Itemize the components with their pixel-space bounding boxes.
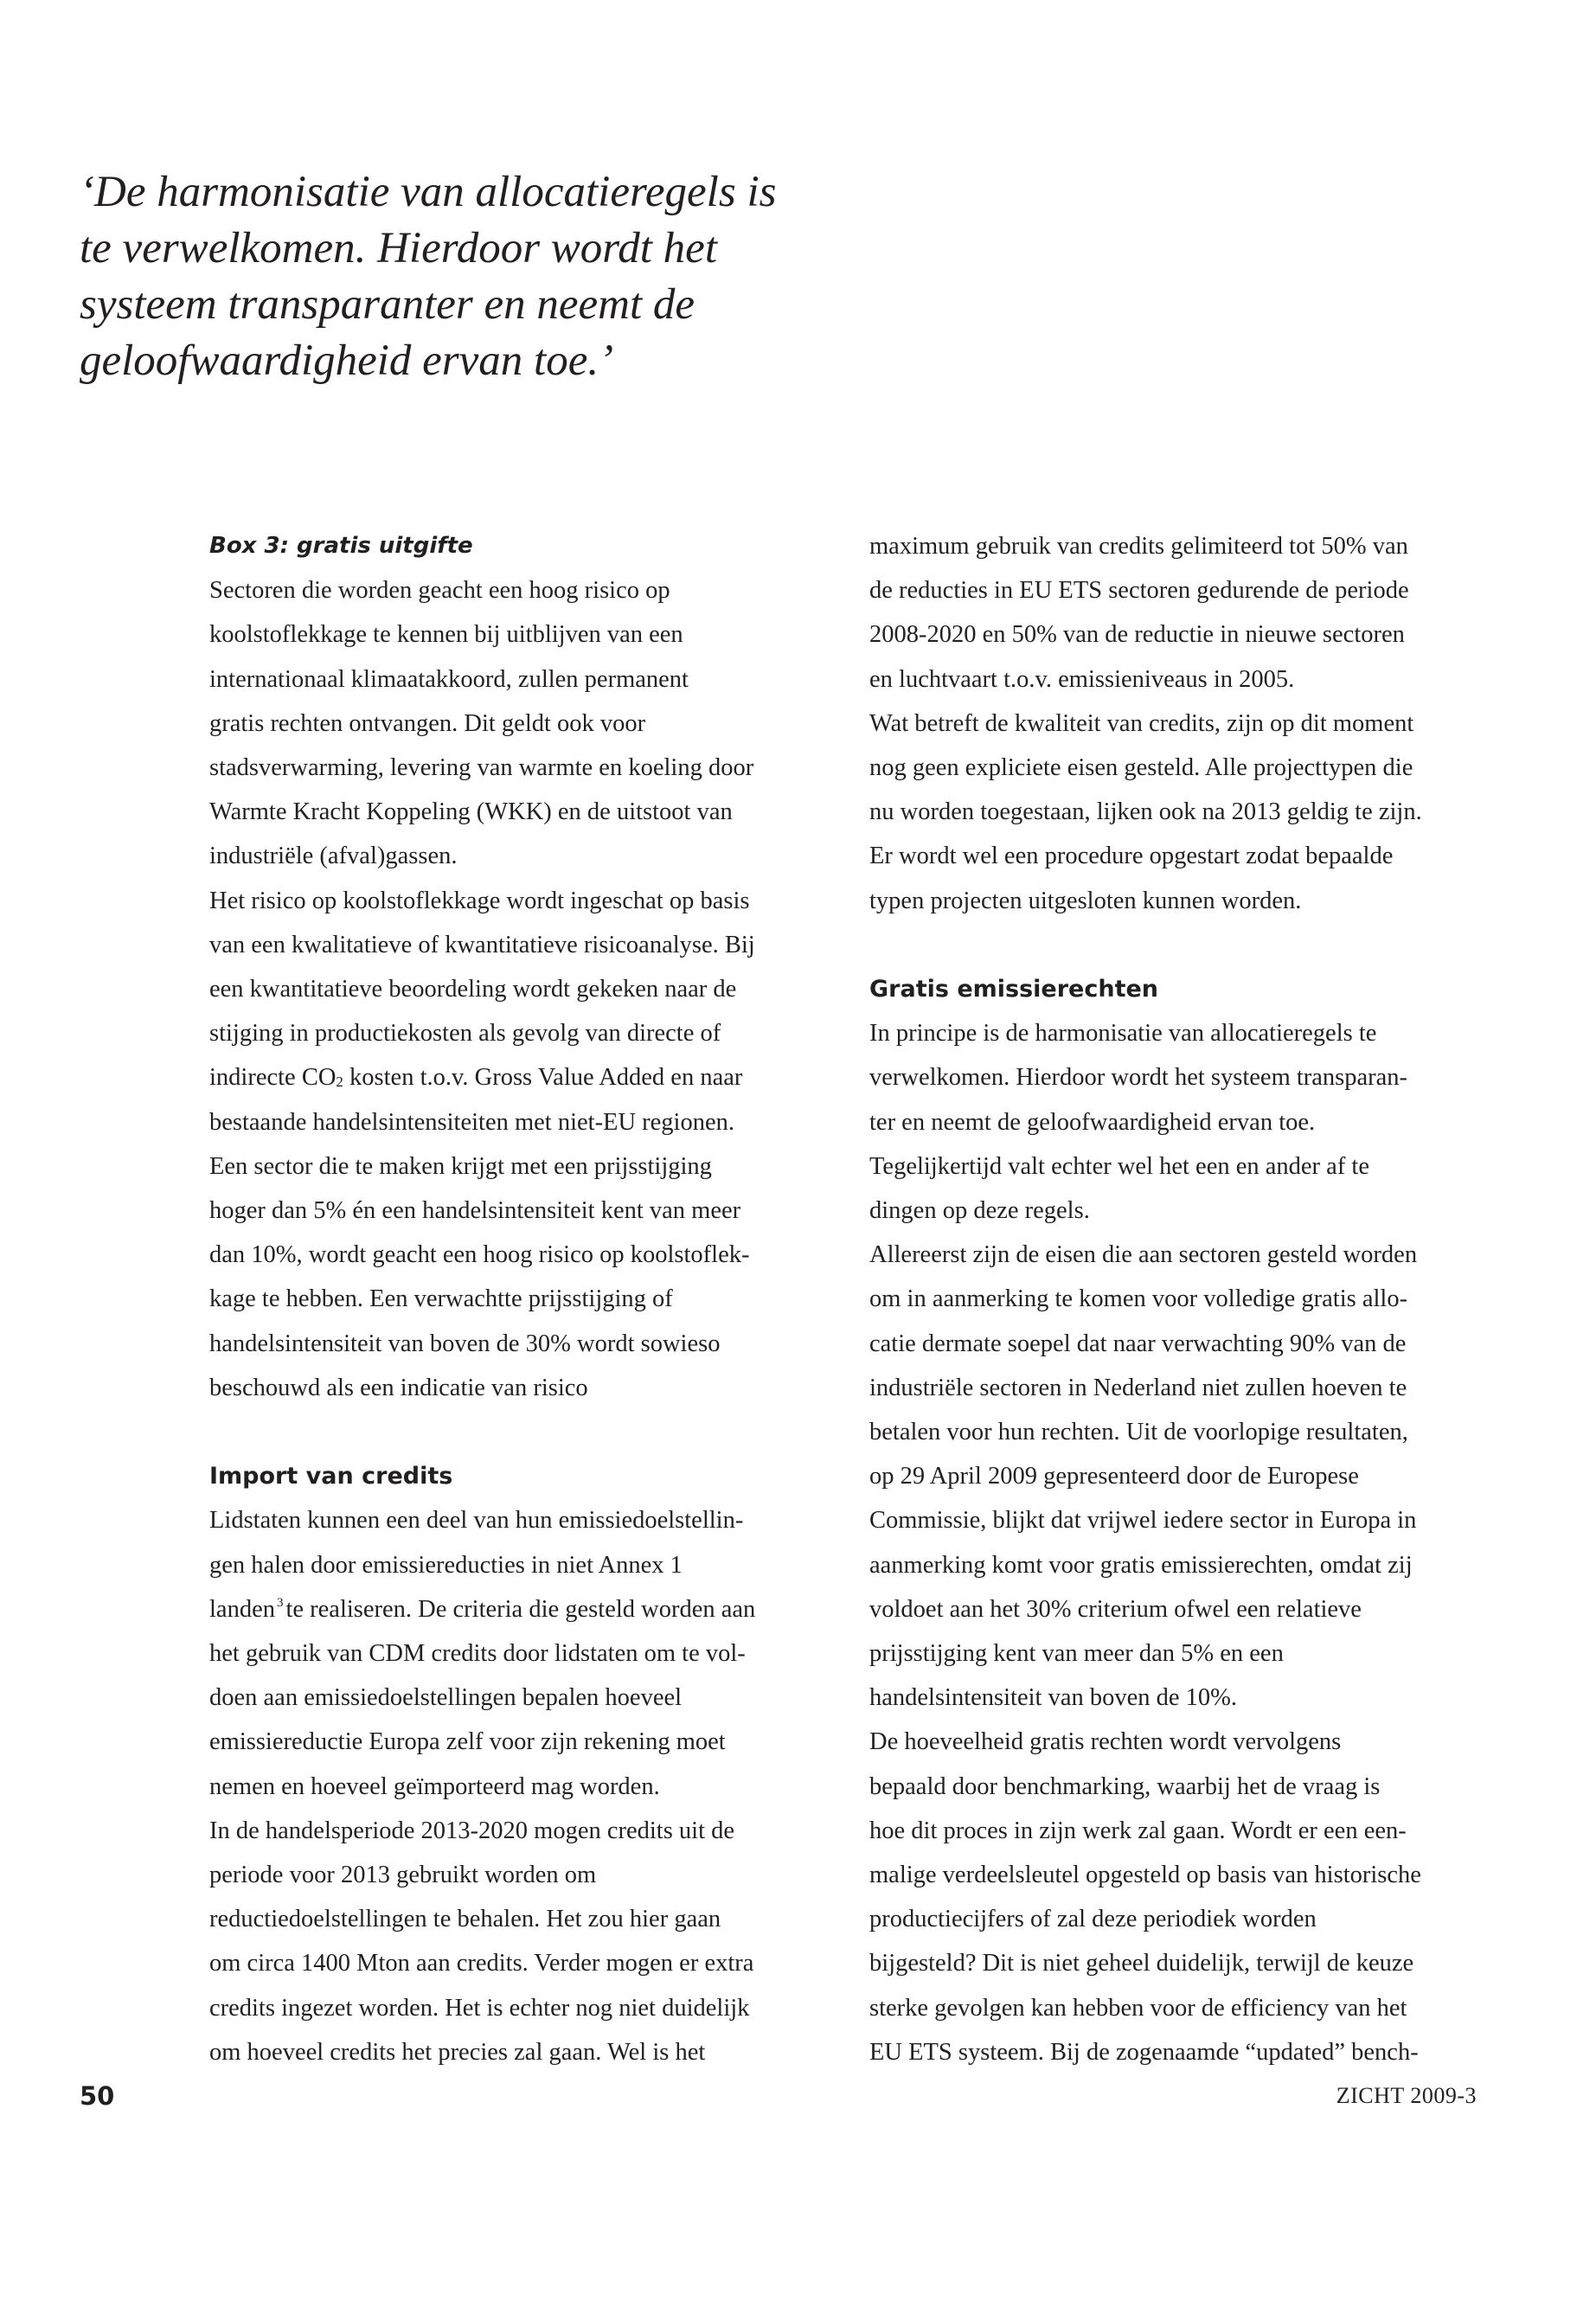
text-line: productiecijfers of zal deze periodiek worden: [869, 1906, 1317, 1933]
text-line: koolstoflekkage te kennen bij uitblijven van een: [209, 621, 683, 649]
text-line: de reducties in EU ETS sectoren gedurende de periode: [869, 577, 1409, 605]
text-line: Tegelijkertijd valt echter wel het een en ander af te: [869, 1152, 1370, 1180]
annex-before: landen: [209, 1595, 275, 1623]
annex-after: te realiseren. De criteria die gesteld worden aan: [285, 1595, 756, 1623]
text-line: Warmte Kracht Koppeling (WKK) en de uitstoot van: [209, 798, 733, 826]
pull-quote-line: ‘De harmonisatie van allocatieregels is: [80, 168, 777, 216]
text-line: gen halen door emissiereducties in niet Annex 1: [209, 1551, 683, 1579]
text-line: nog geen expliciete eisen gesteld. Alle projecttypen die: [869, 754, 1413, 782]
text-line-co2: [209, 1055, 806, 1099]
text-line: dingen op deze regels.: [869, 1197, 1090, 1225]
text-line: hoe dit proces in zijn werk zal gaan. Wordt er een een-: [869, 1817, 1407, 1844]
text-line: op 29 April 2009 gepresenteerd door de Europese: [869, 1463, 1359, 1490]
text-line: doen aan emissiedoelstellingen bepalen hoeveel: [209, 1684, 683, 1712]
journal-issue: ZICHT 2009-3: [1336, 2083, 1477, 2108]
text-line: en luchtvaart t.o.v. emissieniveaus in 2005.: [869, 665, 1295, 693]
text-line: In principe is de harmonisatie van allocatieregels te: [869, 1020, 1377, 1048]
text-line: van een kwalitatieve of kwantitatieve risicoanalyse. Bij: [209, 931, 755, 958]
text-line: handelsintensiteit van boven de 30% wordt sowieso: [209, 1330, 721, 1357]
text-line: Allereerst zijn de eisen die aan sectoren gesteld worden: [869, 1241, 1418, 1269]
text-line: catie dermate soepel dat naar verwachting 90% van de: [869, 1330, 1407, 1357]
text-line: Sectoren die worden geacht een hoog risico op: [209, 577, 670, 605]
text-line: een kwantitatieve beoordeling wordt gekeken naar de: [209, 976, 737, 1003]
text-line: Lidstaten kunnen een deel van hun emissiedoelstellin-: [209, 1507, 744, 1535]
text-line: kage te hebben. Een verwachtte prijsstijging of: [209, 1285, 673, 1313]
page-number: 50: [80, 2081, 115, 2111]
co2-after: kosten t.o.v. Gross Value Added en naar: [343, 1064, 743, 1092]
text-line: handelsintensiteit van boven de 10%.: [869, 1684, 1238, 1712]
text-line: De hoeveelheid gratis rechten wordt vervolgens: [869, 1728, 1342, 1756]
text-line: gratis rechten ontvangen. Dit geldt ook voor: [209, 709, 646, 737]
text-line: typen projecten uitgesloten kunnen worden.: [869, 887, 1302, 914]
text-line: reductiedoelstellingen te behalen. Het zou hier gaan: [209, 1906, 721, 1933]
text-line: industriële sectoren in Nederland niet zullen hoeven te: [869, 1374, 1407, 1401]
text-line: Commissie, blijkt dat vrijwel iedere sector in Europa in: [869, 1507, 1417, 1535]
section-heading-import: Import van credits: [209, 1463, 453, 1490]
text-line: industriële (afval)gassen.: [209, 843, 458, 870]
text-line: maximum gebruik van credits gelimiteerd tot 50% van: [869, 533, 1408, 560]
text-line: dan 10%, wordt geacht een hoog risico op koolstoflek-: [209, 1241, 750, 1269]
text-line: malige verdeelsleutel opgesteld op basis van historische: [869, 1862, 1421, 1889]
text-line: nemen en hoeveel geïmporteerd mag worden.: [209, 1772, 660, 1800]
left-column: [209, 524, 806, 2074]
text-line: bijgesteld? Dit is niet geheel duidelijk, terwijl de keuze: [869, 1950, 1414, 1977]
text-line-footnote: [209, 1587, 806, 1631]
text-line: hoger dan 5% én een handelsintensiteit kent van meer: [209, 1197, 741, 1225]
text-line: het gebruik van CDM credits door lidstaten om te vol-: [209, 1640, 746, 1668]
text-line: beschouwd als een indicatie van risico: [209, 1374, 588, 1401]
text-line: sterke gevolgen kan hebben voor de efficiency van het: [869, 1994, 1407, 2022]
text-line: Het risico op koolstoflekkage wordt ingeschat op basis: [209, 887, 750, 914]
text-line: periode voor 2013 gebruikt worden om: [209, 1862, 597, 1889]
pull-quote-line: te verwelkomen. Hierdoor wordt het: [80, 224, 717, 272]
box-title: Box 3: gratis uitgifte: [209, 533, 473, 559]
text-line: om hoeveel credits het precies zal gaan. Wel is het: [209, 2038, 706, 2066]
section-heading-gratis: Gratis emissierechten: [869, 976, 1159, 1003]
pull-quote: [80, 164, 858, 389]
text-line: nu worden toegestaan, lijken ook na 2013 geldig te zijn.: [869, 798, 1422, 826]
text-line: verwelkomen. Hierdoor wordt het systeem transparan-: [869, 1064, 1408, 1092]
pull-quote-line: systeem transparanter en neemt de: [80, 280, 695, 329]
text-line: stijging in productiekosten als gevolg van directe of: [209, 1020, 721, 1048]
credits-continued-body: [869, 524, 1466, 923]
text-line: bepaald door benchmarking, waarbij het de vraag is: [869, 1772, 1381, 1800]
text-line: voldoet aan het 30% criterium ofwel een relatieve: [869, 1595, 1362, 1623]
text-line: credits ingezet worden. Het is echter nog niet duidelijk: [209, 1994, 750, 2022]
text-line: aanmerking komt voor gratis emissierechten, omdat zij: [869, 1551, 1413, 1579]
text-line: betalen voor hun rechten. Uit de voorlopige resultaten,: [869, 1419, 1408, 1446]
import-body: [209, 1498, 806, 2074]
footnote-ref: 3: [276, 1595, 284, 1610]
co2-subscript: 2: [336, 1074, 343, 1091]
text-line: Een sector die te maken krijgt met een prijsstijging: [209, 1152, 712, 1180]
text-line: emissiereductie Europa zelf voor zijn rekening moet: [209, 1728, 726, 1756]
text-line: EU ETS systeem. Bij de zogenaamde “updated” bench-: [869, 2038, 1419, 2066]
text-line: ter en neemt de geloofwaardigheid ervan toe.: [869, 1108, 1316, 1136]
text-line: om circa 1400 Mton aan credits. Verder mogen er extra: [209, 1950, 754, 1977]
text-line: om in aanmerking te komen voor volledige gratis allo-: [869, 1285, 1408, 1313]
text-line: Wat betreft de kwaliteit van credits, zijn op dit moment: [869, 709, 1414, 737]
right-column: [869, 524, 1466, 2074]
text-line: stadsverwarming, levering van warmte en koeling door: [209, 754, 754, 782]
text-line: 2008-2020 en 50% van de reductie in nieuwe sectoren: [869, 621, 1405, 649]
gratis-body: [869, 1011, 1466, 2074]
box-body: [209, 568, 806, 1410]
text-line: internationaal klimaatakkoord, zullen permanent: [209, 665, 689, 693]
pull-quote-line: geloofwaardigheid ervan toe.’: [80, 336, 614, 385]
text-line: bestaande handelsintensiteiten met niet-EU regionen.: [209, 1108, 735, 1136]
co2-before: indirecte CO: [209, 1064, 337, 1092]
text-line: Er wordt wel een procedure opgestart zodat bepaalde: [869, 843, 1394, 870]
text-line: In de handelsperiode 2013-2020 mogen credits uit de: [209, 1817, 735, 1844]
text-line: prijsstijging kent van meer dan 5% en een: [869, 1640, 1284, 1668]
